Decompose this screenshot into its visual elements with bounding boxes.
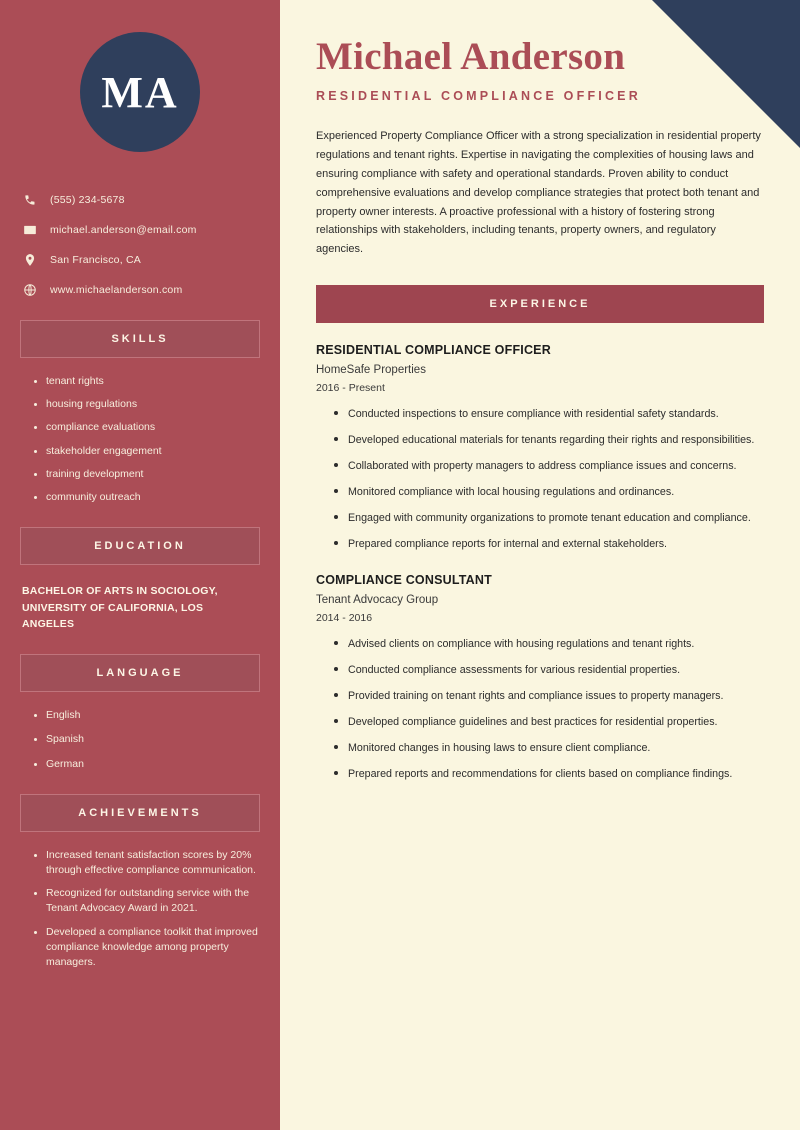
list-item: compliance evaluations [34,420,260,435]
sidebar [0,0,280,1130]
list-item: Collaborated with property managers to address compliance issues and concerns. [334,458,764,474]
contact-list [20,192,260,298]
avatar: MA [80,32,200,152]
page-title: Michael Anderson [316,35,626,78]
section-title-education: EDUCATION [20,527,260,565]
skills-list [20,374,260,505]
list-item: Conducted inspections to ensure compliance with residential safety standards. [334,406,764,422]
section-title-language: LANGUAGE [20,654,260,692]
contact-item-phone [22,192,260,208]
contact-item-website [22,282,260,298]
list-item: Prepared compliance reports for internal and external stakeholders. [334,536,764,552]
experience-title: COMPLIANCE CONSULTANT [316,572,492,587]
list-item: Advised clients on compliance with housing regulations and tenant rights. [334,636,764,652]
section-title-achievements: ACHIEVEMENTS [20,794,260,832]
list-item: training development [34,467,260,482]
section-title-experience: EXPERIENCE [316,285,764,323]
envelope-icon [22,222,38,238]
experience-bullets [316,636,764,782]
contact-location-text: San Francisco, CA [50,254,141,266]
list-item: English [34,708,260,723]
experience-company: HomeSafe Properties [316,364,426,377]
education-line: ANGELES [22,617,75,630]
phone-icon [22,192,38,208]
contact-website-text: www.michaelanderson.com [50,284,183,296]
profile-summary: Experienced Property Compliance Officer with a strong specialization in residential property regulations and tenant rights. Expertise in navigating the complexities of housing laws and ensuring compliance with safety and operational standards. Proven ability to conduct comprehensive evaluations and develop compliance strategies that protect both tenant and property owner interests. A proactive professional with a history of fostering strong relationships with stakeholders, including tenants, property owners, and regulatory agencies. [316,129,761,256]
avatar-wrap [20,32,260,152]
list-item: Engaged with community organizations to promote tenant education and compliance. [334,510,764,526]
list-item: Monitored compliance with local housing regulations and ordinances. [334,484,764,500]
experience-entry [316,343,764,552]
experience-entry [316,573,764,782]
job-role-subtitle: RESIDENTIAL COMPLIANCE OFFICER [316,88,641,103]
achievements-list [20,848,260,971]
experience-bullets [316,406,764,552]
contact-phone-text: (555) 234-5678 [50,194,125,206]
list-item: Recognized for outstanding service with the Tenant Advocacy Award in 2021. [34,886,260,916]
list-item: Developed compliance guidelines and best practices for residential properties. [334,714,764,730]
list-item: Prepared reports and recommendations for clients based on compliance findings. [334,766,764,782]
education-line: UNIVERSITY OF CALIFORNIA, LOS [22,601,204,614]
list-item: Increased tenant satisfaction scores by 20% through effective compliance communication. [34,848,260,878]
globe-icon [22,282,38,298]
list-item: Developed a compliance toolkit that improved compliance knowledge among property managers. [34,925,260,971]
contact-email-text: michael.anderson@email.com [50,224,197,236]
list-item: community outreach [34,490,260,505]
contact-item-location [22,252,260,268]
education-line: BACHELOR OF ARTS IN SOCIOLOGY, [22,585,218,598]
contact-item-email [22,222,260,238]
education-block [20,583,260,632]
section-title-skills: SKILLS [20,320,260,358]
experience-title: RESIDENTIAL COMPLIANCE OFFICER [316,343,551,358]
experience-dates: 2014 - 2016 [316,611,373,624]
experience-company: Tenant Advocacy Group [316,593,439,606]
list-item: tenant rights [34,374,260,389]
language-list [20,708,260,772]
main-content [284,0,800,1130]
list-item: Provided training on tenant rights and compliance issues to property managers. [334,688,764,704]
list-item: stakeholder engagement [34,444,260,459]
list-item: Developed educational materials for tenants regarding their rights and responsibilities. [334,432,764,448]
list-item: housing regulations [34,397,260,412]
list-item: German [34,757,260,772]
list-item: Spanish [34,732,260,747]
list-item: Monitored changes in housing laws to ensure client compliance. [334,740,764,756]
list-item: Conducted compliance assessments for various residential properties. [334,662,764,678]
location-pin-icon [22,252,38,268]
experience-dates: 2016 - Present [316,382,385,395]
